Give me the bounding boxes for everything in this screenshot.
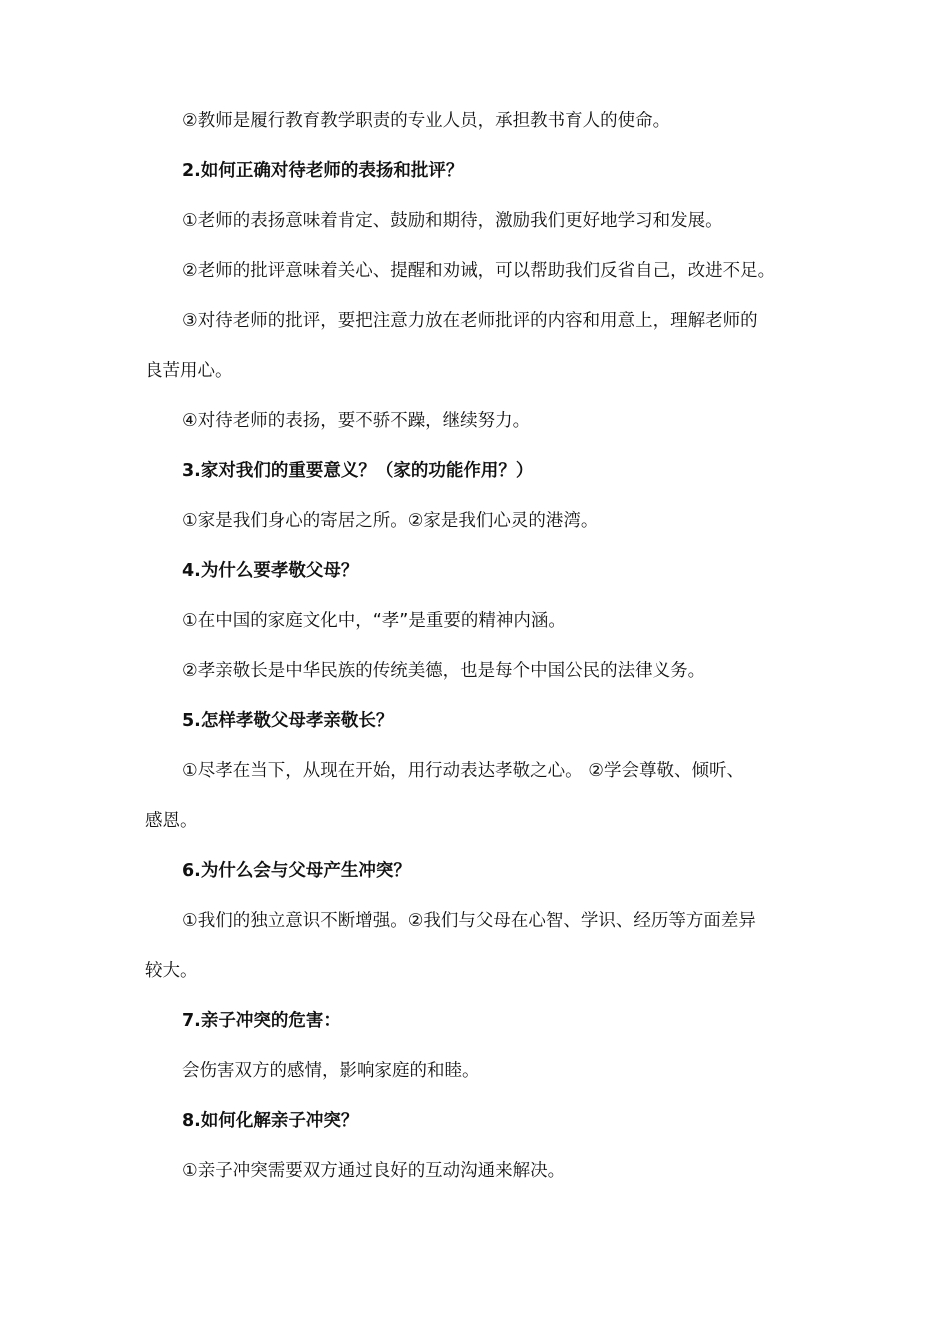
para-treat-criticism: ③对待老师的批评，要把注意力放在老师批评的内容和用意上，理解老师的 [182, 311, 758, 331]
para-treat-praise: ④对待老师的表扬，要不骄不躁，继续努力。 [182, 411, 531, 431]
para-how-filial-cont: 感恩。 [145, 811, 198, 831]
para-praise-meaning: ①老师的表扬意味着肯定、鼓励和期待，激励我们更好地学习和发展。 [182, 211, 723, 231]
heading-q2: 2.如何正确对待老师的表扬和批评？ [182, 161, 464, 181]
heading-q4: 4.为什么要孝敬父母？ [182, 561, 359, 581]
heading-q5: 5.怎样孝敬父母孝亲敬长？ [182, 711, 394, 731]
para-home-meaning: ①家是我们身心的寄居之所。②家是我们心灵的港湾。 [182, 511, 599, 531]
para-criticism-meaning: ②老师的批评意味着关心、提醒和劝诫，可以帮助我们反省自己，改进不足。 [182, 261, 776, 281]
heading-q6: 6.为什么会与父母产生冲突？ [182, 861, 411, 881]
para-how-filial: ①尽孝在当下，从现在开始，用行动表达孝敬之心。 ②学会尊敬、倾听、 [182, 761, 744, 781]
para-filial-virtue: ②孝亲敬长是中华民族的传统美德，也是每个中国公民的法律义务。 [182, 661, 706, 681]
heading-q3: 3.家对我们的重要意义？（家的功能作用？） [182, 461, 534, 481]
para-conflict-causes: ①我们的独立意识不断增强。②我们与父母在心智、学识、经历等方面差异 [182, 911, 756, 931]
para-filial-culture: ①在中国的家庭文化中，“孝”是重要的精神内涵。 [182, 611, 566, 631]
para-resolve-conflict: ①亲子冲突需要双方通过良好的互动沟通来解决。 [182, 1161, 566, 1181]
para-teacher-role: ②教师是履行教育教学职责的专业人员，承担教书育人的使命。 [182, 111, 671, 131]
heading-q8: 8.如何化解亲子冲突？ [182, 1111, 359, 1131]
para-treat-criticism-cont: 良苦用心。 [145, 361, 233, 381]
heading-q7: 7.亲子冲突的危害： [182, 1011, 341, 1031]
document-page [145, 104, 810, 1204]
para-conflict-causes-cont: 较大。 [145, 961, 198, 981]
para-conflict-harm: 会伤害双方的感情，影响家庭的和睦。 [182, 1061, 480, 1081]
